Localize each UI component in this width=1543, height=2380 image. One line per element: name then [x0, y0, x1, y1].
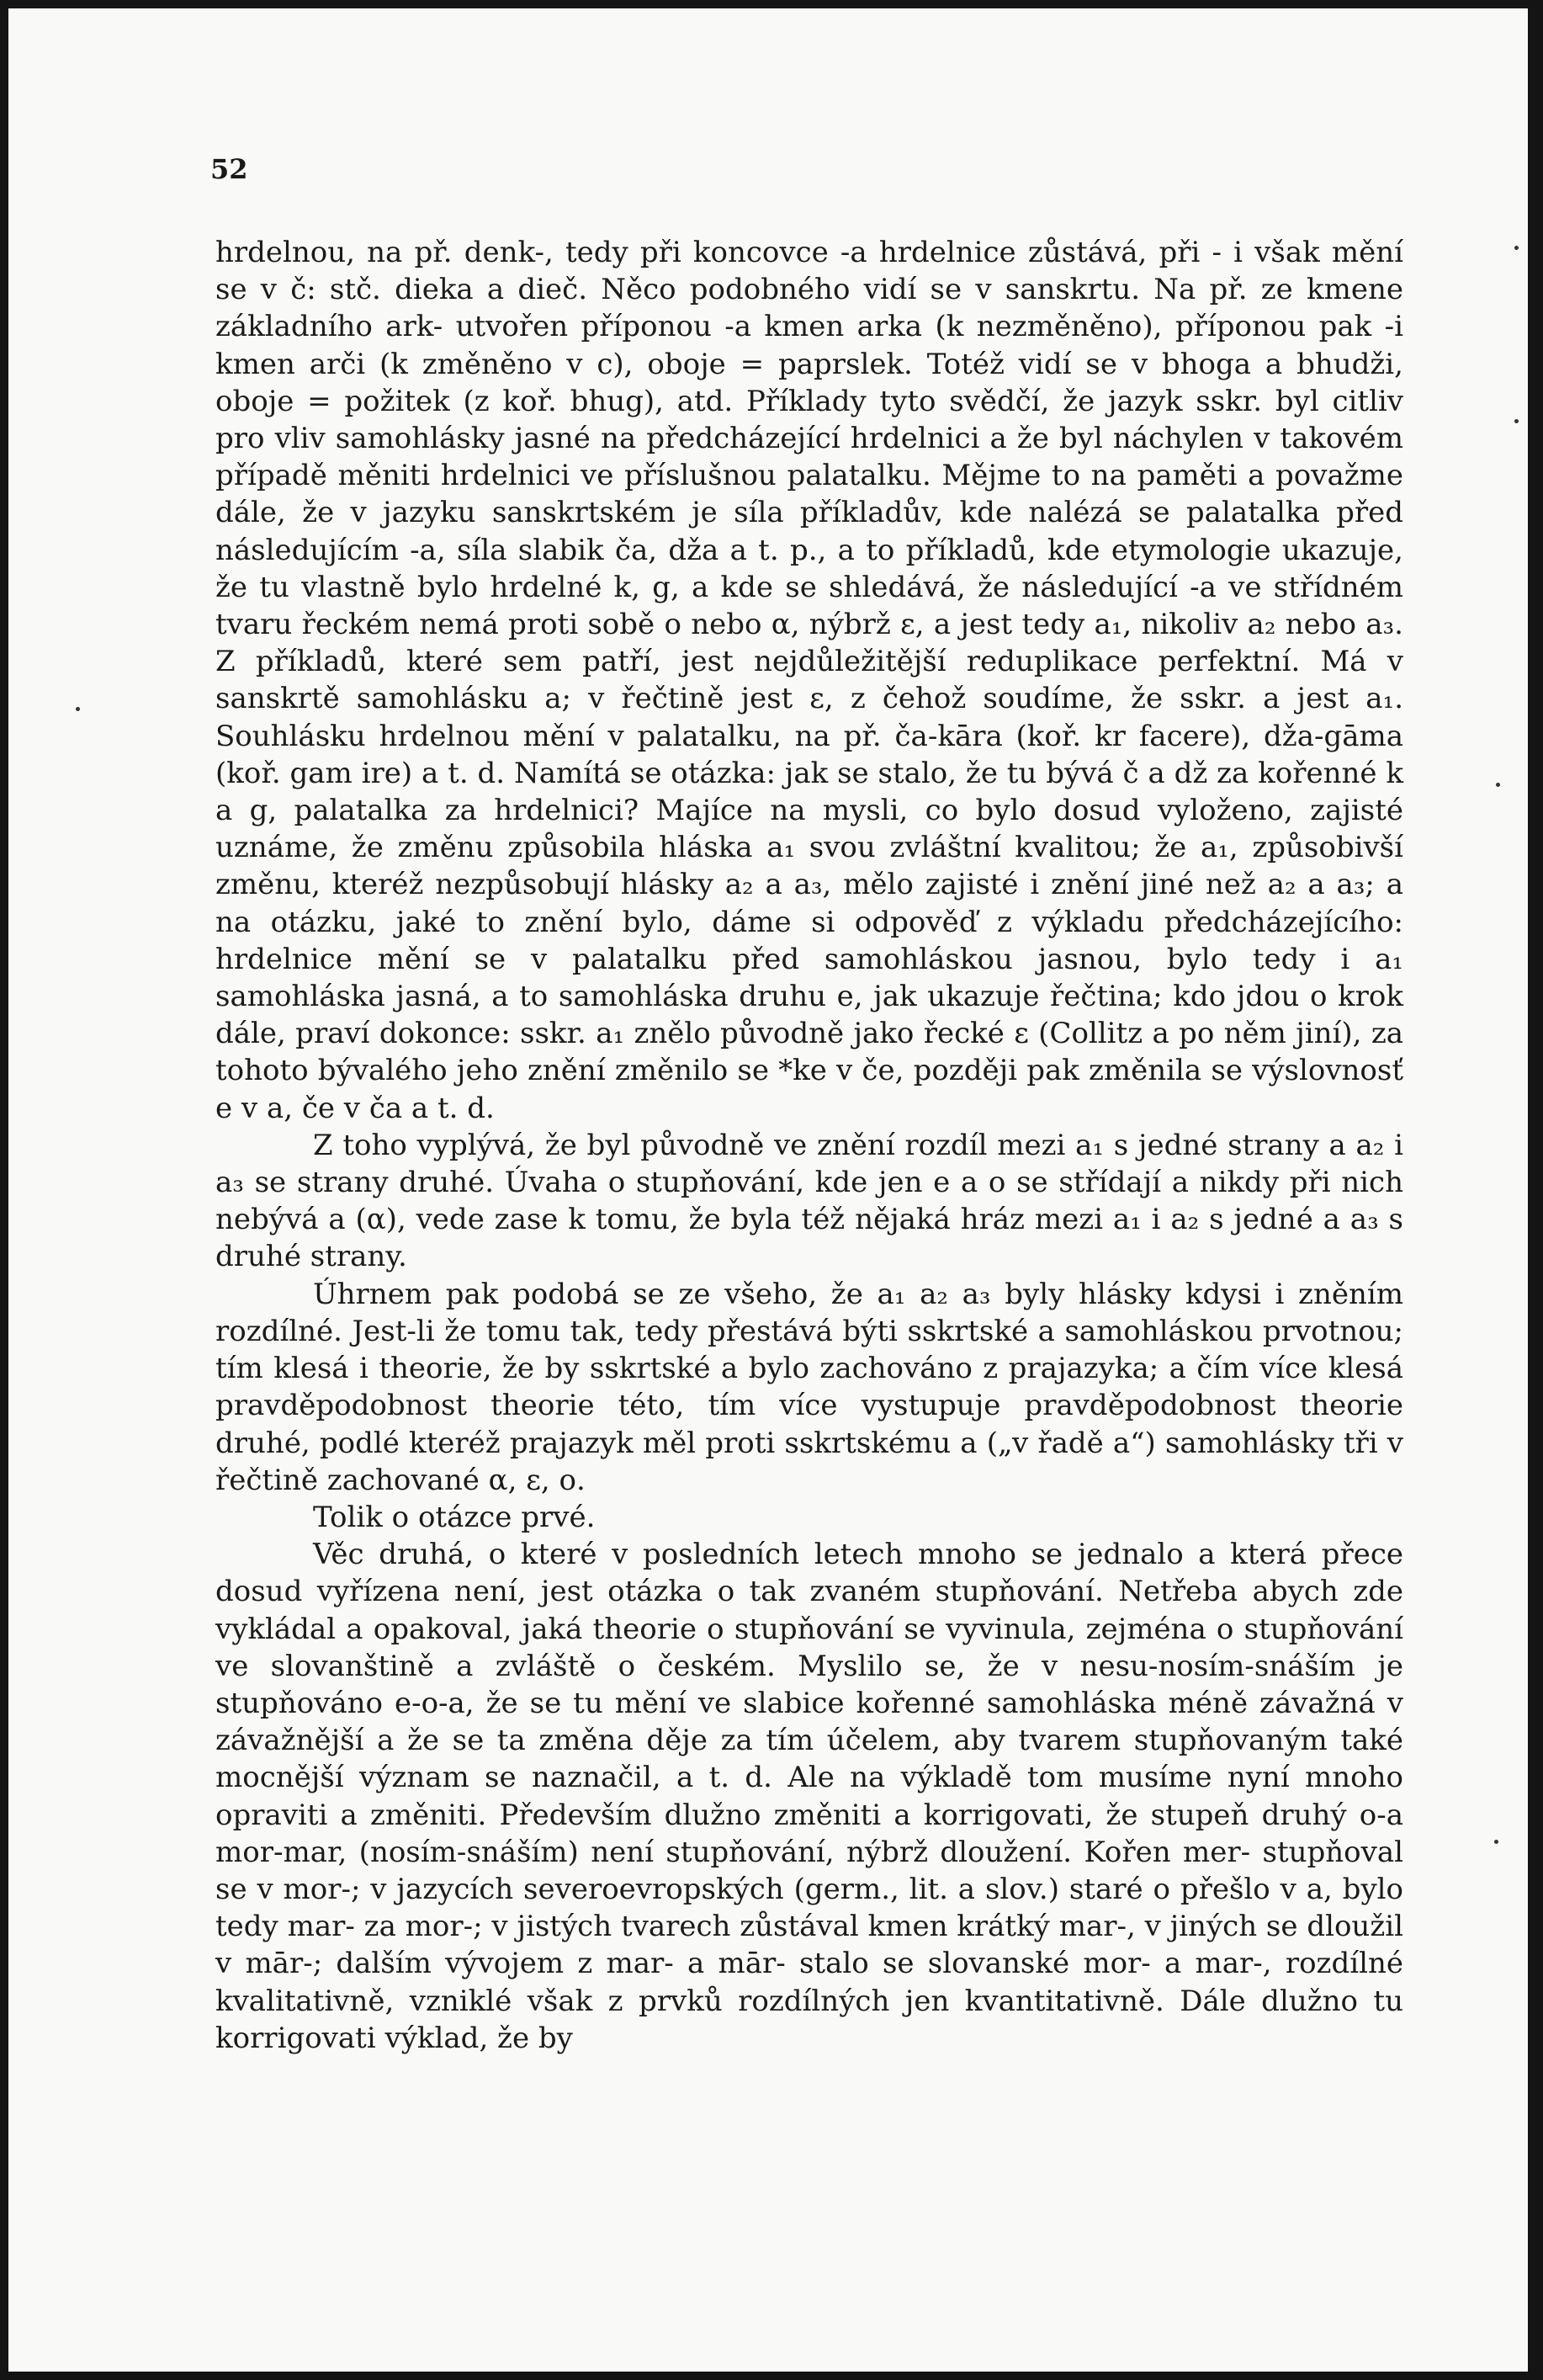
scan-speck	[1496, 783, 1500, 787]
body-text	[215, 234, 1403, 2057]
paragraph: Věc druhá, o které v posledních letech mnoho se jednalo a která přece dosud vyřízena není, jest otázka o tak zvaném stupňování. Netřeba abych zde vykládal a opakoval, jaká theorie o stupňování se vyvinula, zejména o stupňování ve slovanštině a zvláště o českém. Myslilo se, že v nesu-nosím-snáším je stupňováno e-o-a, že se tu mění ve slabice kořenné samohláska méně závažná v závažnější a že se ta změna děje za tím účelem, aby tvarem stupňovaným také mocnější význam se naznačil, a t. d. Ale na výkladě tom musíme nyní mnoho opraviti a změniti. Především dlužno změniti a korrigovati, že stupeň druhý o-a mor-mar, (nosím-snáším) není stupňování, nýbrž dloužení. Kořen mer- stupňoval se v mor-; v jazycích severoevropských (germ., lit. a slov.) staré o přešlo v a, bylo tedy mar- za mor-; v jistých tvarech zůstával kmen krátký mar-, v jiných se dloužil v mār-; dalším vývojem z mar- a mār- stalo se slovanské mor- a mar-, rozdílné kvalitativně, vzniklé však z prvků rozdílných jen kvantitativně. Dále dlužno tu korrigovati výklad, že by	[215, 1538, 1403, 2055]
paragraph: hrdelnou, na př. denk-, tedy při koncovce -a hrdelnice zůstává, při - i však mění se v č: stč. dieka a dieč. Něco podobného vidí se v sanskrtu. Na př. ze kmene základního ark- utvořen příponou -a kmen arka (k nezměněno), příponou pak -i kmen arči (k změněno v c), oboje = paprslek. Totéž vidí se v bhoga a bhudži, oboje = požitek (z koř. bhug), atd. Příklady tyto svědčí, že jazyk sskr. byl citliv pro vliv samohlásky jasné na předcházející hrdelnici a že byl náchylen v takovém případě měniti hrdelnici ve příslušnou palatalku. Mějme to na paměti a považme dále, že v jazyku sanskrtském je síla příkladův, kde nalézá se palatalka před následujícím -a, síla slabik ča, dža a t. p., a to příkladů, kde etymologie ukazuje, že tu vlastně bylo hrdelné k, g, a kde se shledává, že následující -a ve střídném tvaru řeckém nemá proti sobě o nebo α, nýbrž ε, a jest tedy a₁, nikoliv a₂ nebo a₃. Z příkladů, které sem patří, jest nejdůležitější reduplikace perfektní. Má v sanskrtě samohlásku a; v řečtině jest ε, z čehož soudíme, že sskr. a jest a₁. Souhlásku hrdelnou mění v palatalku, na př. ča-kāra (koř. kr facere), dža-gāma (koř. gam ire) a t. d. Namítá se otázka: jak se stalo, že tu bývá č a dž za kořenné k a g, palatalka za hrdelnici? Majíce na mysli, co bylo dosud vyloženo, zajisté uznáme, že změnu způsobila hláska a₁ svou zvláštní kvalitou; že a₁, způsobivší změnu, kteréž nezpůsobují hlásky a₂ a a₃, mělo zajisté i znění jiné než a₂ a a₃; a na otázku, jaké to znění bylo, dáme si odpověď z výkladu předcházejícího: hrdelnice mění se v palatalku před samohláskou jasnou, bylo tedy i a₁ samohláska jasná, a to samohláska druhu e, jak ukazuje řečtina; kdo jdou o krok dále, praví dokonce: sskr. a₁ znělo původně jako řecké ε (Collitz a po něm jiní), za tohoto bývalého jeho znění změnilo se *ke v če, později pak změnila se výslovnosť e v a, če v ča a t. d.	[215, 236, 1403, 1125]
book-page	[8, 8, 1528, 2372]
page-number: 52	[210, 153, 248, 185]
paragraph: Tolik o otázce prvé.	[313, 1500, 596, 1534]
scan-speck	[1494, 1840, 1498, 1844]
paragraph: Z toho vyplývá, že byl původně ve znění rozdíl mezi a₁ s jedné strany a a₂ i a₃ se strany druhé. Úvaha o stupňování, kde jen e a o se střídají a nikdy při nich nebývá a (α), vede zase k tomu, že byla též nějaká hráz mezi a₁ i a₂ s jedné a a₃ s druhé strany.	[215, 1128, 1403, 1274]
scan-speck	[76, 707, 80, 711]
paragraph: Úhrnem pak podobá se ze všeho, že a₁ a₂ a₃ byly hlásky kdysi i zněním rozdílné. Jest-li že tomu tak, tedy přestává býti sskrtské a samohláskou prvotnou; tím klesá i theorie, že by sskrtské a bylo zachováno z prajazyka; a čím více klesá pravděpodobnost theorie této, tím více vystupuje pravděpodobnost theorie druhé, podlé kteréž prajazyk měl proti sskrtskému a („v řadě a“) samohlásky tři v řečtině zachované α, ε, ο.	[215, 1277, 1403, 1497]
scan-speck	[1514, 419, 1519, 423]
scan-speck	[1514, 246, 1519, 250]
